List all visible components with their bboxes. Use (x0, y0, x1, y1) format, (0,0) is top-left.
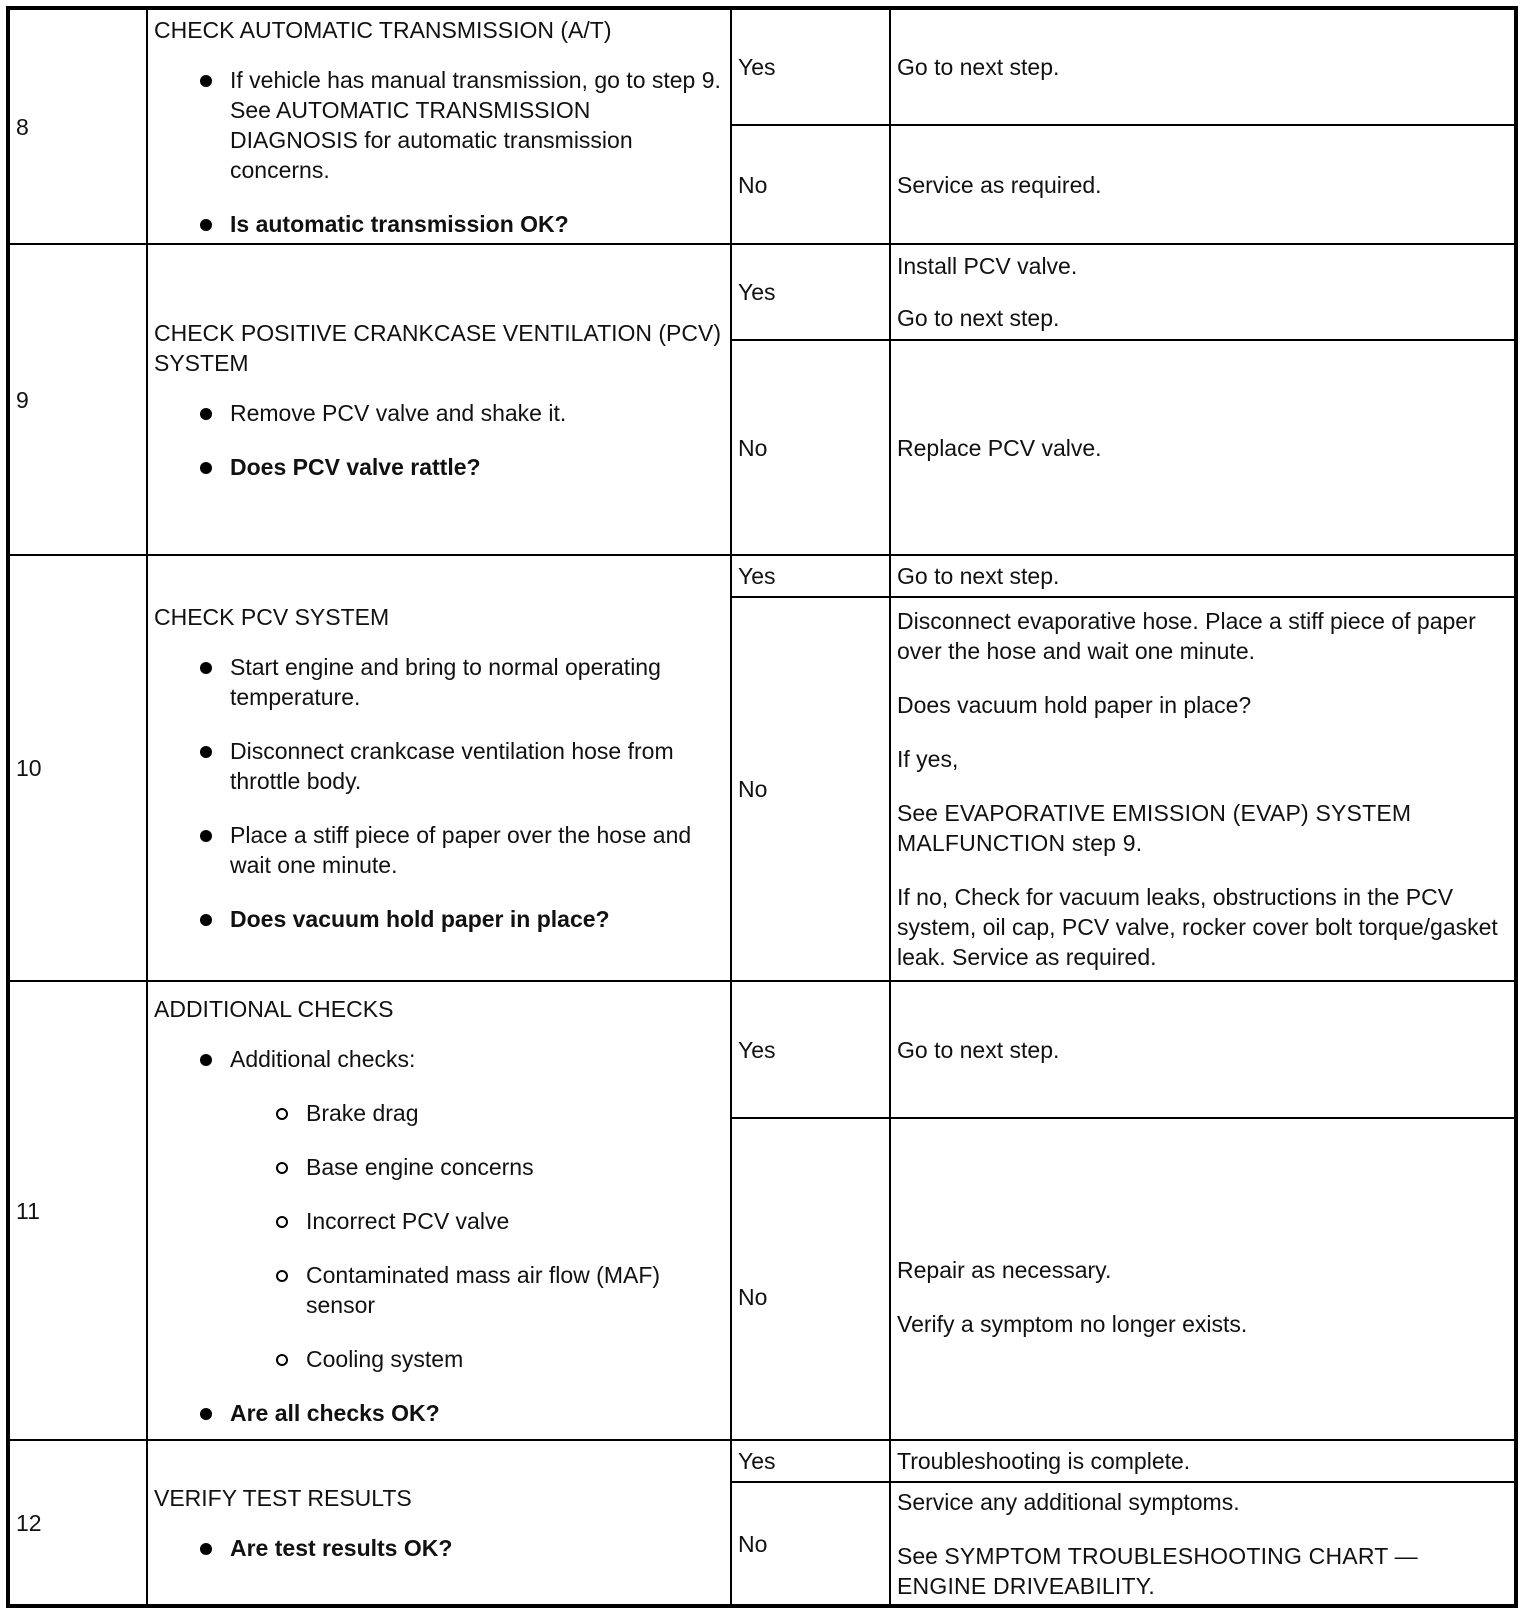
bullet-icon (200, 746, 212, 758)
yes-label: Yes (731, 555, 890, 597)
step-title: VERIFY TEST RESULTS (154, 1484, 412, 1511)
bullet-icon (200, 462, 212, 474)
no-label: No (731, 1118, 890, 1440)
step-10-procedure (147, 555, 731, 981)
no-action: Replace PCV valve. (890, 340, 1516, 555)
question-item (154, 1533, 724, 1563)
sub-item (154, 1344, 724, 1374)
step-9-yes-row (8, 244, 1516, 340)
bullet-icon (200, 75, 212, 87)
step-12-procedure (147, 1440, 731, 1606)
yes-action: Go to next step. (890, 981, 1516, 1118)
question-text: Are test results OK? (230, 1534, 453, 1561)
no-label: No (731, 597, 890, 981)
sub-item-text: Incorrect PCV valve (306, 1207, 510, 1234)
reference-link[interactable]: SYMPTOM TROUBLESHOOTING CHART — ENGINE DRIVEABILITY. (897, 1542, 1418, 1599)
action-line: Repair as necessary. (897, 1257, 1112, 1283)
action-reference (897, 1541, 1508, 1601)
action-line: Service any additional symptoms. (897, 1488, 1240, 1515)
step-12-yes-row (8, 1440, 1516, 1482)
diagnostic-table (6, 6, 1518, 1608)
bullet-icon (200, 662, 212, 674)
circle-bullet-icon (276, 1216, 288, 1228)
question-text: Are all checks OK? (230, 1399, 440, 1426)
bullet-text: Start engine and bring to normal operating temperature. (230, 654, 661, 710)
bullet-item (154, 398, 724, 428)
action-reference (897, 798, 1508, 858)
bullet-item (154, 736, 724, 796)
bullet-icon (200, 914, 212, 926)
sub-item-text: Brake drag (306, 1099, 419, 1126)
sub-item (154, 1206, 724, 1236)
step-title: CHECK POSITIVE CRANKCASE VENTILATION (PCV) SYSTEM (154, 319, 722, 376)
step-9-procedure (147, 244, 731, 555)
action-line: Install PCV valve. (897, 253, 1078, 279)
bullet-text: Place a stiff piece of paper over the hose and wait one minute. (230, 822, 692, 878)
bullet-text: Remove PCV valve and shake it. (230, 399, 567, 426)
bullet-icon (200, 219, 212, 231)
sub-item (154, 1098, 724, 1128)
step-10-yes-row (8, 555, 1516, 597)
step-number: 12 (8, 1440, 147, 1606)
circle-bullet-icon (276, 1354, 288, 1366)
step-11-yes-row (8, 981, 1516, 1118)
no-action: Service as required. (890, 125, 1516, 244)
yes-action: Troubleshooting is complete. (890, 1440, 1516, 1482)
yes-action: Go to next step. (890, 555, 1516, 597)
step-number: 11 (8, 981, 147, 1440)
step-title: ADDITIONAL CHECKS (154, 995, 394, 1022)
yes-label: Yes (731, 244, 890, 340)
bullet-text: If vehicle has manual transmission, go to step 9. See AUTOMATIC TRANSMISSION DIAGNOSIS for automatic transmission concerns. (230, 66, 721, 183)
action-line: Disconnect evaporative hose. Place a stiff piece of paper over the hose and wait one minute. (897, 608, 1476, 664)
action-line: If no, Check for vacuum leaks, obstructions in the PCV system, oil cap, PCV valve, rocker cover bolt torque/gasket leak. Service as required. (897, 884, 1498, 970)
no-label: No (731, 1482, 890, 1606)
step-8-yes-row (8, 8, 1516, 125)
action-line: Go to next step. (897, 305, 1060, 331)
bullet-icon (200, 1054, 212, 1066)
sub-item-text: Contaminated mass air flow (MAF) sensor (306, 1261, 661, 1318)
action-line: Does vacuum hold paper in place? (897, 692, 1252, 718)
step-number: 8 (8, 8, 147, 244)
action-line: Verify a symptom no longer exists. (897, 1311, 1248, 1337)
sub-item (154, 1152, 724, 1182)
question-item (154, 452, 724, 482)
step-title: CHECK PCV SYSTEM (154, 604, 390, 630)
question-text: Does PCV valve rattle? (230, 453, 481, 480)
see-prefix: See (897, 1542, 938, 1569)
no-action (890, 1482, 1516, 1606)
bullet-item (154, 652, 724, 712)
bullet-item (154, 65, 724, 185)
no-action (890, 1118, 1516, 1440)
step-title: CHECK AUTOMATIC TRANSMISSION (A/T) (154, 16, 612, 43)
step-number: 9 (8, 244, 147, 555)
question-text: Is automatic transmission OK? (230, 210, 569, 237)
see-prefix: See (897, 800, 938, 826)
yes-label: Yes (731, 1440, 890, 1482)
step-8-procedure (147, 8, 731, 244)
yes-action (890, 244, 1516, 340)
reference-link[interactable]: EVAPORATIVE EMISSION (EVAP) SYSTEM MALFUNCTION step 9. (897, 800, 1412, 856)
bullet-item (154, 820, 724, 880)
bullet-text: Disconnect crankcase ventilation hose from throttle body. (230, 738, 674, 794)
circle-bullet-icon (276, 1270, 288, 1282)
no-label: No (731, 340, 890, 555)
bullet-icon (200, 408, 212, 420)
bullet-text: Additional checks: (230, 1045, 416, 1072)
bullet-icon (200, 1408, 212, 1420)
no-action (890, 597, 1516, 981)
bullet-icon (200, 1543, 212, 1555)
yes-label: Yes (731, 8, 890, 125)
action-line: If yes, (897, 746, 959, 772)
circle-bullet-icon (276, 1162, 288, 1174)
sub-item-text: Base engine concerns (306, 1153, 534, 1180)
question-item (154, 1398, 724, 1428)
sub-item-text: Cooling system (306, 1345, 464, 1372)
yes-label: Yes (731, 981, 890, 1118)
step-number: 10 (8, 555, 147, 981)
step-11-procedure (147, 981, 731, 1440)
question-item (154, 209, 724, 239)
bullet-item (154, 1044, 724, 1074)
question-item (154, 904, 724, 934)
bullet-icon (200, 830, 212, 842)
sub-item (154, 1260, 724, 1320)
no-label: No (731, 125, 890, 244)
yes-action: Go to next step. (890, 8, 1516, 125)
question-text: Does vacuum hold paper in place? (230, 906, 610, 932)
circle-bullet-icon (276, 1108, 288, 1120)
